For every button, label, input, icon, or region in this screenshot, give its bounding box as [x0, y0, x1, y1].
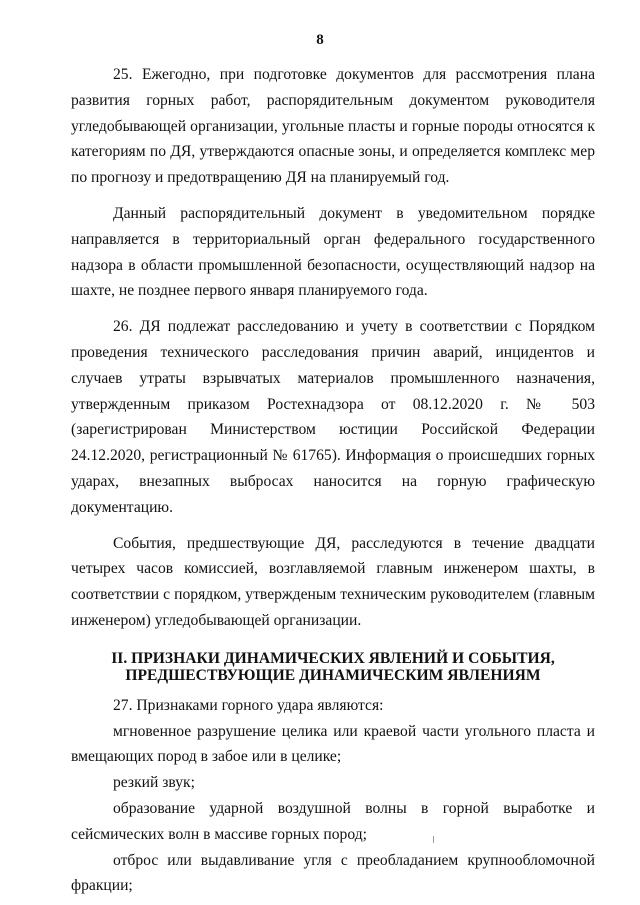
- paragraph-25: 25. Ежегодно, при подготовке документов для рассмотрения плана развития горных работ, распорядительным документом руководителя угледобывающей организации, угольные пласты и горные породы относятся к категориям по ДЯ, утверждаются опасные зоны, и определяется комплекс мер по прогнозу и предотвращению ДЯ на планируемый год.: [71, 66, 595, 187]
- page-number: 8: [316, 32, 324, 48]
- list-item: резкий звук;: [113, 774, 195, 792]
- paragraph-26-events: События, предшествующие ДЯ, расследуются в течение двадцати четырех часов комиссией, возглавляемой главным инженером шахты, в соответствии с порядком, утвержденым техническим руководителем (главным инженером) угледобывающей организации.: [71, 534, 595, 629]
- section-heading: [71, 650, 595, 684]
- list-item: мгновенное разрушение целика или краевой части угольного пласта и вмещающих пород в забое или в целике;: [71, 722, 595, 766]
- document-body: [71, 62, 595, 899]
- list-item: отброс или выдавливание угля с преобладанием крупнообломочной фракции;: [71, 851, 595, 895]
- scan-mark: [433, 836, 434, 843]
- paragraph-25-notice: Данный распорядительный документ в уведомительном порядке направляется в территориальный орган федерального государственного надзора в области промышленной безопасности, осуществляющий надзор на шахте, не позднее первого января планируемого года.: [71, 204, 595, 300]
- section-heading-line-1: II. ПРИЗНАКИ ДИНАМИЧЕСКИХ ЯВЛЕНИЙ И СОБЫТИЯ,: [111, 649, 555, 667]
- list-item: образование ударной воздушной волны в горной выработке и сейсмических волн в массиве горных пород;: [71, 799, 595, 843]
- section-heading-line-2: ПРЕДШЕСТВУЮЩИЕ ДИНАМИЧЕСКИМ ЯВЛЕНИЯМ: [125, 666, 541, 684]
- paragraph-27: 27. Признаками горного удара являются:: [113, 696, 384, 714]
- paragraph-26: 26. ДЯ подлежат расследованию и учету в соответствии с Порядком проведения технического расследования причин аварий, инцидентов и случаев утраты взрывчатых материалов промышленного назначения, утвержденным приказом Ростехнадзора от 08.12.2020 г. № 503 (зарегистрирован Министерством юстиции Российской Федерации 24.12.2020, регистрационный № 61765). Информация о происшедших горных ударах, внезапных выбросах наносится на горную графическую документацию.: [71, 318, 595, 516]
